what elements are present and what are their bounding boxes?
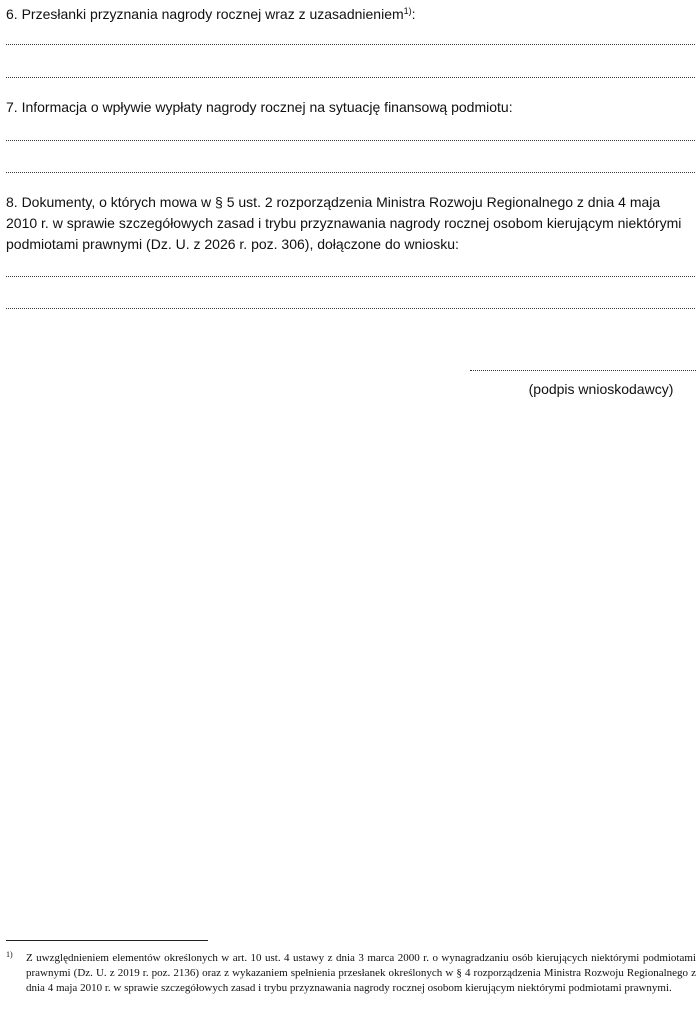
section-6-answer-line-2[interactable] [6, 77, 695, 78]
section-8-answer-line-1[interactable] [6, 276, 695, 277]
section-7-answer-line-1[interactable] [6, 140, 695, 141]
section-8-answer-line-2[interactable] [6, 308, 695, 309]
signature-line[interactable] [470, 370, 696, 371]
footnote-marker: 1) [6, 950, 13, 959]
section-7-answer-line-2[interactable] [6, 172, 695, 173]
section-7-heading: 7. Informacja o wpływie wypłaty nagrody rocznej na sytuację finansową podmiotu: [6, 99, 513, 115]
footnote-reference: 1) [403, 6, 412, 16]
section-8-heading: 8. Dokumenty, o których mowa w § 5 ust. 2 rozporządzenia Ministra Rozwoju Regionalnego z dnia 4 maja 2010 r. w sprawie szczegółowych zasad i trybu przyznawania nagrody rocznej osobom kierującym niektórymi podmiotami prawnymi (Dz. U. z 2026 r. poz. 306), dołączone do wniosku: [6, 194, 682, 252]
section-6-heading [6, 4, 694, 25]
section-6-heading-colon: : [411, 6, 416, 22]
footnote-text: Z uwzględnieniem elementów określonych w art. 10 ust. 4 ustawy z dnia 3 marca 2000 r. o wynagradzaniu osób kierujących niektórymi podmiotami prawnymi (Dz. U. z 2019 r. poz. 2136) oraz z wykazaniem spełnienia przesłanek określonych w § 4 rozporządzenia Ministra Rozwoju Regionalnego z dnia 4 maja 2010 r. w sprawie szczegółowych zasad i trybu przyznawania nagrody rocznej osobom kierującym niektórymi podmiotami prawnymi. [26, 952, 696, 994]
signature-label: (podpis wnioskodawcy) [528, 381, 674, 397]
section-6-answer-line-1[interactable] [6, 44, 695, 45]
footnote-separator [6, 940, 208, 941]
section-6-heading-text: 6. Przesłanki przyznania nagrody rocznej wraz z uzasadnieniem [6, 6, 404, 22]
